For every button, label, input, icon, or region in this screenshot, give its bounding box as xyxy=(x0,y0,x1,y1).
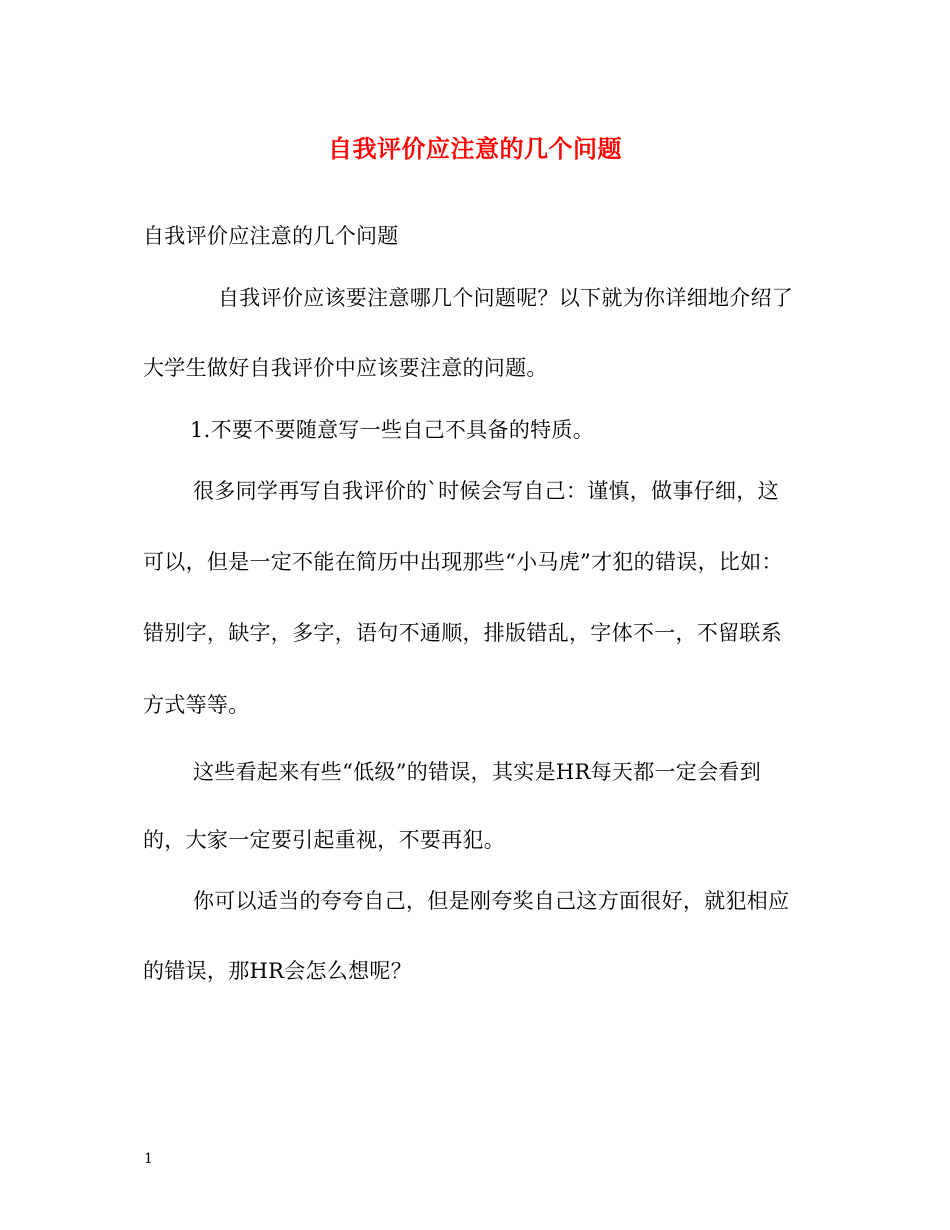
list-item-heading: 1.不要不要随意写一些自己不具备的特质。 xyxy=(190,418,595,442)
paragraph-line: 可以，但是一定不能在简历中出现那些“小马虎”才犯的错误，比如： xyxy=(143,550,783,574)
paragraph-line: 方式等等。 xyxy=(143,693,250,717)
paragraph-line: 错别字，缺字，多字，语句不通顺，排版错乱，字体不一，不留联系 xyxy=(143,621,782,645)
paragraph-line: 自我评价应该要注意哪几个问题呢？以下就为你详细地介绍了 xyxy=(218,286,794,310)
document-title: 自我评价应注意的几个问题 xyxy=(328,134,622,163)
paragraph-line: 的错误，那HR会怎么想呢？ xyxy=(143,959,413,983)
paragraph-line: 你可以适当的夸夸自己，但是刚夸奖自己这方面很好，就犯相应 xyxy=(193,889,790,913)
paragraph-line: 的，大家一定要引起重视，不要再犯。 xyxy=(143,828,506,852)
document-subtitle: 自我评价应注意的几个问题 xyxy=(143,224,399,248)
paragraph-line: 很多同学再写自我评价的`时候会写自己：谨慎，做事仔细，这 xyxy=(193,479,779,503)
page-number: 1 xyxy=(144,1151,153,1167)
paragraph-line: 这些看起来有些“低级”的错误，其实是HR每天都一定会看到 xyxy=(193,760,761,784)
paragraph-line: 大学生做好自我评价中应该要注意的问题。 xyxy=(143,356,548,380)
